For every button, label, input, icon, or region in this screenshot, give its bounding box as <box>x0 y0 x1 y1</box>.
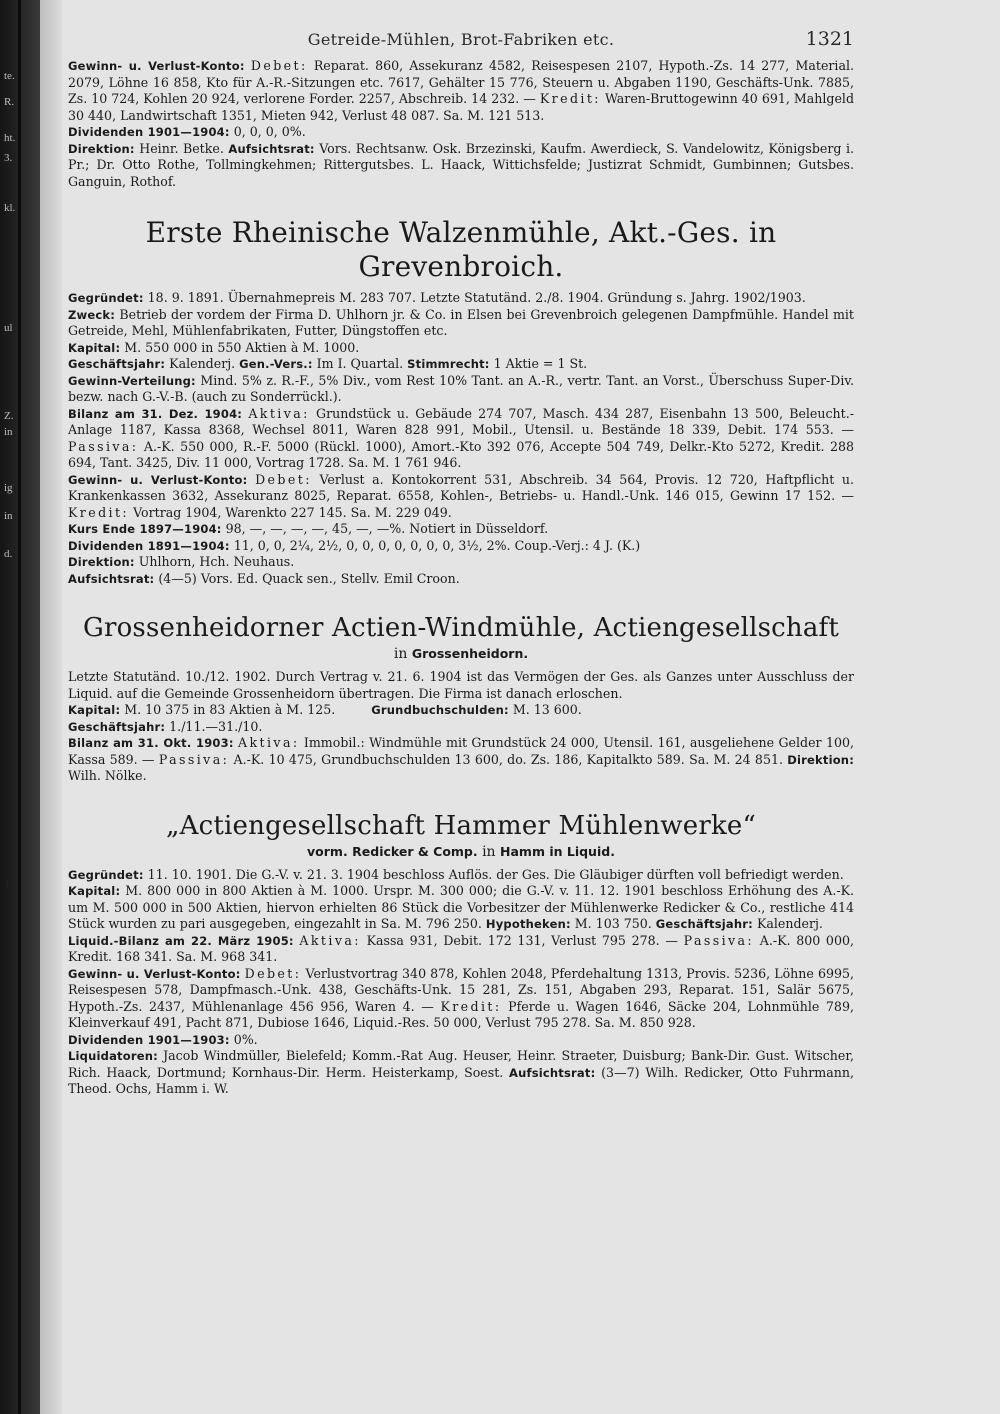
text: (4—5) Vors. Ed. Quack sen., Stellv. Emil Croon. <box>158 570 460 586</box>
text: 11. 10. 1901. Die G.-V. v. 21. 3. 1904 beschloss Auflös. der Ges. Die Gläubiger dürften voll befriedigt werden. <box>147 866 844 882</box>
keyword-spaced: Passiva: <box>683 932 755 948</box>
direction-paragraph <box>68 554 854 571</box>
text: 18. 9. 1891. Übernahmepreis M. 283 707. Letzte Statutänd. 2./8. 1904. Gründung s. Jahrg. 1902/1903. <box>147 290 806 305</box>
keyword-spaced: Kredit: <box>440 998 502 1014</box>
company-entry <box>68 867 854 1098</box>
text: 0, 0, 0, 0%. <box>233 124 306 139</box>
company-entry <box>68 290 854 587</box>
text: 1./11.—31./10. <box>169 718 263 734</box>
board-paragraph <box>68 571 854 588</box>
keyword: Dividenden 1901—1904: <box>68 125 230 139</box>
company-subtitle <box>68 645 854 663</box>
margin-mark: kl. <box>4 202 16 214</box>
keyword-spaced: Kredit: <box>539 91 601 106</box>
margin-mark: ) <box>4 876 9 892</box>
keyword: Liquid.-Bilanz am 22. März 1905: <box>68 933 294 948</box>
margin-mark: ul <box>4 322 13 334</box>
margin-mark: in <box>4 510 13 522</box>
profit-distribution-paragraph <box>68 373 854 406</box>
keyword-spaced: Aktiva: <box>238 735 300 750</box>
keyword: Gewinn-Verteilung: <box>68 373 196 388</box>
keyword-spaced: Kredit: <box>68 504 130 520</box>
keyword: Aufsichtsrat: <box>228 141 315 156</box>
fiscal-year-paragraph <box>68 356 854 373</box>
text: A.-K. 10 475, Grundbuchschulden 13 600, do. Zs. 186, Kapitalkto 589. Sa. M. 24 851. <box>233 751 783 767</box>
text: Betrieb der vordem der Firma D. Uhlhorn jr. & Co. in Elsen bei Grevenbroich gelegenen Dampfmühle. Handel mit Getreide, Mehl, Mühlenfabrikaten, Futter, Düngstoffen etc. <box>68 306 854 338</box>
text: A.-K. 800 000, Kredit. 168 341. Sa. M. 968 341. <box>68 932 854 964</box>
margin-mark: R. <box>4 96 15 108</box>
liquidators-paragraph <box>68 1048 854 1098</box>
keyword: Kurs Ende 1897—1904: <box>68 522 222 536</box>
keyword-spaced: Debet: <box>244 965 302 981</box>
place-name: Hamm in Liquid. <box>500 843 615 859</box>
text: Verlust a. Kontokorrent 531, Abschreib. 34 564, Provis. 12 720, Haftpflicht u. Krankenkassen 3632, Assekuranz 8025, Reparat. 6558, Kohlen-, Betriebs- u. Handl.-Unk. 146 015, Gewinn 17 152. — <box>68 471 854 503</box>
firm-name: Redicker & Comp. <box>352 843 478 859</box>
founded-paragraph <box>68 290 854 307</box>
keyword: Gegründet: <box>68 291 144 305</box>
keyword: Direktion: <box>68 141 135 156</box>
dividend-paragraph <box>68 1032 854 1049</box>
margin-mark: 3. <box>4 152 13 164</box>
founded-paragraph <box>68 867 854 884</box>
text: Pferde u. Wagen 1646, Säcke 204, Lohnmühle 789, Kleinverkauf 491, Pacht 871, Dubiose 1646, Liquid.-Res. 50 000, Verlust 795 278. Sa. M. 850 928. <box>68 998 854 1030</box>
keyword: Kapital: <box>68 703 121 717</box>
margin-mark: in <box>4 426 13 438</box>
header-title: Getreide-Mühlen, Brot-Fabriken etc. <box>307 30 615 49</box>
entry-continued <box>68 58 854 190</box>
capital-paragraph <box>68 702 854 719</box>
margin-mark: ht. <box>4 132 16 144</box>
text: M. 800 000 in 800 Aktien à M. 1000. Urspr. M. 300 000; die G.-V. v. 11. 12. 1901 beschloss Erhöhung des A.-K. um M. 500 000 in 500 Aktien, hiervon erhielten 86 Stück die Vorbesitzer der Mühlenwerke Redicker & Co., restliche 414 Stück wurden zu pari ausgegeben, eingezahlt in Sa. M. 796 250. <box>68 883 854 931</box>
balance-paragraph <box>68 406 854 472</box>
keyword: Direktion: <box>787 752 854 767</box>
text: Kassa 931, Debit. 172 131, Verlust 795 278. — <box>366 932 678 948</box>
text: A.-K. 550 000, R.-F. 5000 (Rückl. 1000), Amort.-Kto 392 076, Accepte 504 749, Delkr.-Kto 5272, Kredit. 288 694, Tant. 3425, Div. 11 000, Vortrag 1728. Sa. M. 1 761 946. <box>68 438 854 470</box>
keyword: Grundbuchschulden: <box>371 703 509 717</box>
margin-mark: d. <box>4 548 13 560</box>
text: Jacob Windmüller, Bielefeld; Komm.-Rat Aug. Heuser, Heinr. Straeter, Duisburg; Bank-Dir. Gust. Witscher, Rich. Haack, Dortmund; Kornhaus-Dir. Herm. Heisterkamp, Soest. <box>68 1048 854 1080</box>
text: Vortrag 1904, Warenkto 227 145. Sa. M. 229 049. <box>133 504 452 520</box>
gv-paragraph <box>68 966 854 1032</box>
text: Kalenderj. <box>756 916 823 931</box>
keyword: Kapital: <box>68 340 121 355</box>
adjacent-page-margin <box>0 0 40 1414</box>
place-name: Grossenheidorn. <box>411 646 529 661</box>
company-subtitle <box>68 843 854 861</box>
dividend-paragraph <box>68 124 854 141</box>
text: 98, —, —, —, —, 45, —, —%. Notiert in Düsseldorf. <box>225 521 549 536</box>
keyword: Zweck: <box>68 307 116 322</box>
keyword: Aufsichtsrat: <box>509 1065 596 1080</box>
prefix: vorm. <box>307 843 348 859</box>
keyword: Liquidatoren: <box>68 1049 158 1063</box>
text: Kalenderj. <box>169 356 236 371</box>
keyword: Gewinn- u. Verlust-Konto: <box>68 472 248 487</box>
text: Grundstück u. Gebäude 274 707, Masch. 434 287, Eisenbahn 13 500, Beleucht.-Anlage 1187, Kassa 8368, Wechsel 8011, Waren 828 991, Mobil., Utensil. u. Bestände 18 339, Debit. 174 553. — <box>68 405 854 437</box>
keyword: Aufsichtsrat: <box>68 571 155 586</box>
gv-paragraph <box>68 472 854 522</box>
document-page <box>68 30 854 1410</box>
margin-mark: ig <box>4 482 13 494</box>
text: Vors. Rechtsanw. Osk. Brzezinski, Kaufm. Awerdieck, S. Vandelowitz, Königsberg i. Pr.; Dr. Otto Rothe, Tollmingkehmen; Rittergutsbes. L. Haack, Wittichsfelde; Justizrat Schmidt, Gumbinnen; Gutsbes. Ganguin, Rothof. <box>68 140 854 189</box>
text: 11, 0, 0, 2¼, 2½, 0, 0, 0, 0, 0, 0, 0, 3½, 2%. Coup.-Verj.: 4 J. (K.) <box>233 537 641 553</box>
price-paragraph <box>68 521 854 538</box>
keyword: Bilanz am 31. Okt. 1903: <box>68 736 234 750</box>
text: M. 13 600. <box>512 702 582 717</box>
keyword-spaced: Passiva: <box>68 438 139 454</box>
keyword: Direktion: <box>68 555 135 569</box>
keyword-spaced: Aktiva: <box>248 405 310 421</box>
text: M. 10 375 in 83 Aktien à M. 125. <box>124 702 336 717</box>
company-title: „Actiengesellschaft Hammer Mühlenwerke“ <box>165 810 756 841</box>
running-header <box>68 30 854 58</box>
keyword: Gewinn- u. Verlust-Konto: <box>68 59 245 73</box>
dividend-paragraph <box>68 538 854 555</box>
margin-mark: Z. <box>4 410 14 422</box>
fiscal-year-paragraph <box>68 719 854 736</box>
keyword: Geschäftsjahr: <box>655 917 753 931</box>
keyword: Gegründet: <box>68 867 144 882</box>
text: (3—7) Wilh. Redicker, Otto Fuhrmann, Theod. Ochs, Hamm i. W. <box>68 1064 854 1096</box>
text: Verlustvortrag 340 878, Kohlen 2048, Pferdehaltung 1313, Provis. 5236, Löhne 6995, Reisespesen 578, Dampfmasch.-Unk. 438, Geschäfts-Unk. 15 281, Zs. 151, Abgaben 293, Reparat. 151, Salär 5675, Hypoth.-Zs. 2437, Mühlenanlage 456 956, Waren 4. — <box>68 965 854 1014</box>
text: 0%. <box>233 1031 258 1047</box>
keyword: Dividenden 1901—1903: <box>68 1032 230 1047</box>
text: in <box>393 646 408 662</box>
board-paragraph <box>68 141 854 191</box>
text: in <box>482 843 496 860</box>
company-entry <box>68 669 854 785</box>
text: M. 550 000 in 550 Aktien à M. 1000. <box>124 339 360 355</box>
capital-paragraph <box>68 340 854 357</box>
keyword: Hypotheken: <box>485 917 571 931</box>
keyword: Gewinn- u. Verlust-Konto: <box>68 966 241 981</box>
text: Reparat. 860, Assekuranz 4582, Reisespesen 2107, Hypoth.-Zs. 14 277, Material. 2079, Löhne 16 858, Kto für A.-R.-Sitzungen etc. 7617, Gehälter 15 776, Steuern u. Abgaben 1190, Geschäfts-Unk. 7885, Zs. 10 724, Kohlen 20 924, verlorene Forder. 2257, Abschreib. 14 232. — <box>68 58 854 106</box>
keyword: Bilanz am 31. Dez. 1904: <box>68 406 243 421</box>
keyword: Stimmrecht: <box>407 357 490 371</box>
capital-paragraph <box>68 883 854 933</box>
text: Wilh. Nölke. <box>68 768 147 783</box>
text: Im I. Quartal. <box>316 356 404 371</box>
margin-mark: te. <box>4 70 15 82</box>
gv-paragraph <box>68 58 854 124</box>
page-number: 1321 <box>805 28 854 50</box>
keyword-spaced: Debet: <box>250 58 308 73</box>
balance-paragraph <box>68 735 854 785</box>
company-title: Erste Rheinische Walzenmühle, Akt.-Ges. in Grevenbroich. <box>145 216 777 283</box>
keyword: Geschäftsjahr: <box>68 719 166 734</box>
text: Letzte Statutänd. 10./12. 1902. Durch Vertrag v. 21. 6. 1904 ist das Vermögen der Ges. als Ganzes unter Ausschluss der Liquid. auf die Gemeinde Grossenheidorn übertragen. Die Firma ist danach erloschen. <box>68 669 854 701</box>
balance-paragraph <box>68 933 854 966</box>
keyword-spaced: Passiva: <box>158 751 230 767</box>
text: 1 Aktie = 1 St. <box>493 356 588 371</box>
keyword-spaced: Debet: <box>255 471 312 487</box>
keyword-spaced: Aktiva: <box>299 932 361 948</box>
purpose-paragraph <box>68 307 854 340</box>
adjacent-page-strip <box>40 0 62 1414</box>
keyword: Dividenden 1891—1904: <box>68 538 230 553</box>
text: Immobil.: Windmühle mit Grundstück 24 000, Utensil. 161, ausgeliehene Gelder 100, Kassa 589. — <box>68 735 854 767</box>
keyword: Geschäftsjahr: <box>68 357 166 371</box>
company-title: Grossenheidorner Actien-Windmühle, Actiengesellschaft <box>82 613 840 643</box>
keyword: Gen.-Vers.: <box>239 357 313 371</box>
text: Waren-Bruttogewinn 40 691, Mahlgeld 30 440, Landwirtschaft 1351, Mieten 942, Verlust 48 087. Sa. M. 121 513. <box>68 91 855 123</box>
text: M. 103 750. <box>574 916 652 931</box>
text: Mind. 5% z. R.-F., 5% Div., vom Rest 10% Tant. an A.-R., vertr. Tant. an Vorst., Überschuss Super-Div. bezw. nach G.-V.-B. (auch zu Sonderrückl.). <box>68 372 854 404</box>
statute-paragraph <box>68 669 854 702</box>
text: Uhlhorn, Hch. Neuhaus. <box>138 554 295 569</box>
keyword: Kapital: <box>68 884 121 898</box>
text: Heinr. Betke. <box>139 140 224 156</box>
